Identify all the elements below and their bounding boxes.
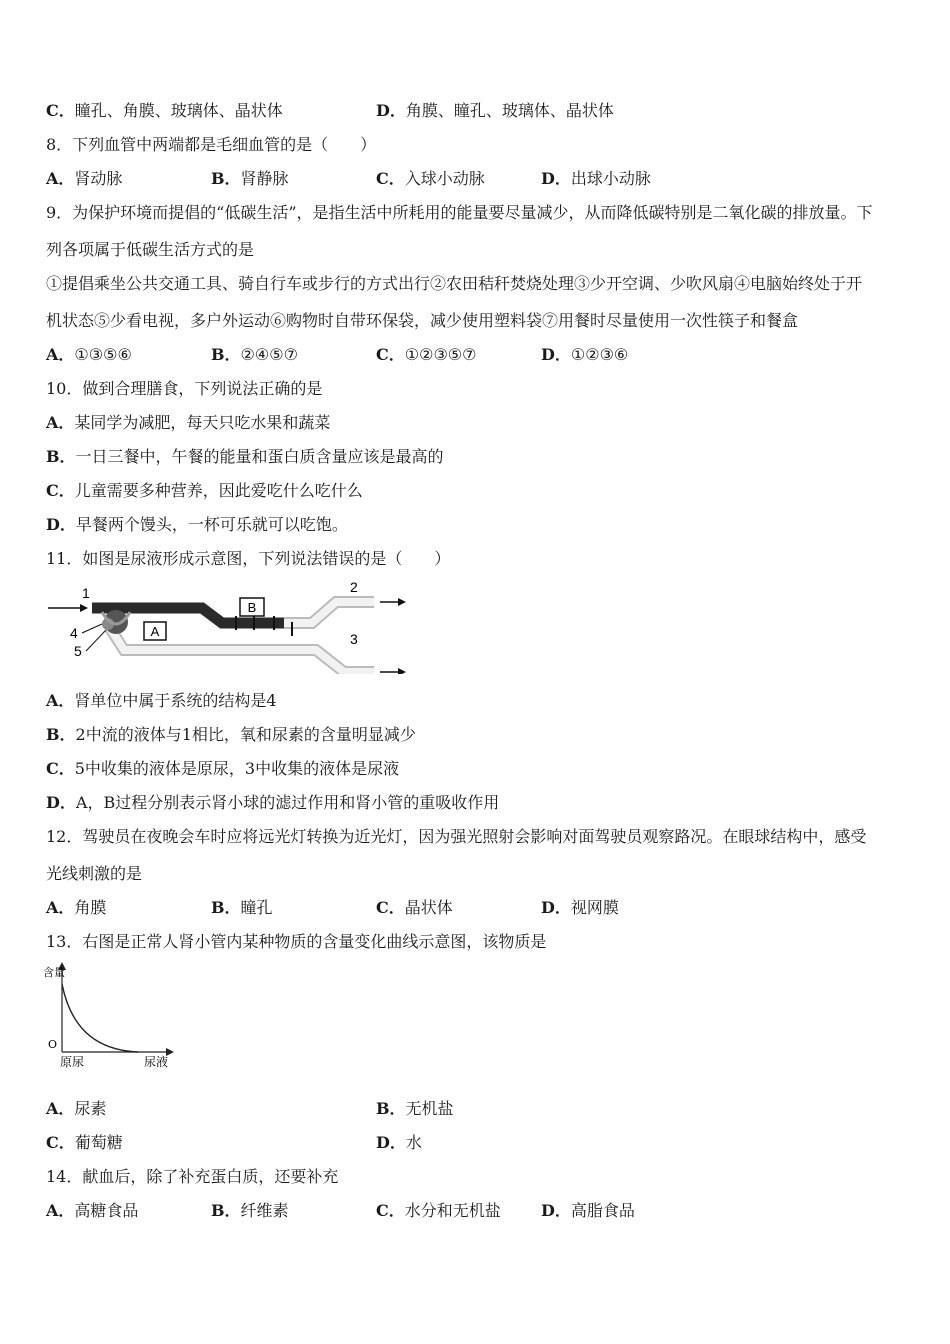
q10-option-b: B．一日三餐中，午餐的能量和蛋白质含量应该是最高的 bbox=[46, 447, 444, 466]
q8-option-c: C．入球小动脉 bbox=[376, 169, 485, 188]
q8-option-d: D．出球小动脉 bbox=[541, 169, 651, 188]
q11-option-d: D．A，B过程分别表示肾小球的滤过作用和肾小管的重吸收作用 bbox=[46, 793, 500, 812]
q10-option-a: A．某同学为减肥，每天只吃水果和蔬菜 bbox=[46, 413, 331, 432]
q9-stem-line1: 9．为保护环境而提倡的“低碳生活”，是指生活中所耗用的能量要尽量减少，从而降低碳特别是二氧化碳的排放量。下 bbox=[46, 203, 873, 222]
q13-stem: 13．右图是正常人肾小管内某种物质的含量变化曲线示意图，该物质是 bbox=[46, 932, 547, 951]
q9-option-a: A．①③⑤⑥ bbox=[46, 345, 132, 364]
y-axis-label: 含量 bbox=[43, 966, 65, 979]
q12-stem-line1: 12．驾驶员在夜晚会车时应将远光灯转换为近光灯，因为强光照射会影响对面驾驶员观察路况。在眼球结构中，感受 bbox=[46, 827, 867, 846]
q8-option-b: B．肾静脉 bbox=[211, 169, 289, 188]
label-5: 5 bbox=[74, 643, 82, 659]
curve bbox=[62, 984, 138, 1052]
q7-option-d: D．角膜、瞳孔、玻璃体、晶状体 bbox=[376, 101, 614, 120]
q10-stem: 10．做到合理膳食，下列说法正确的是 bbox=[46, 379, 323, 398]
q10-option-c: C．儿童需要多种营养，因此爱吃什么吃什么 bbox=[46, 481, 363, 500]
q12-stem-line2: 光线刺激的是 bbox=[46, 864, 143, 883]
q10-option-d: D．早餐两个馒头，一杯可乐就可以吃饱。 bbox=[46, 515, 348, 534]
q12-option-b: B．瞳孔 bbox=[211, 898, 273, 917]
q9-stem-line2: 列各项属于低碳生活方式的是 bbox=[46, 240, 255, 259]
label-1: 1 bbox=[82, 585, 90, 601]
label-4: 4 bbox=[70, 625, 78, 641]
svg-text:B: B bbox=[247, 600, 257, 615]
q12-option-d: D．视网膜 bbox=[541, 898, 619, 917]
origin-label: O bbox=[48, 1038, 58, 1051]
q11-option-a: A．肾单位中属于系统的结构是4 bbox=[46, 691, 277, 710]
q11-option-c: C．5中收集的液体是原尿，3中收集的液体是尿液 bbox=[46, 759, 400, 778]
x-end-label: 尿液 bbox=[144, 1055, 169, 1069]
q9-option-b: B．②④⑤⑦ bbox=[211, 345, 298, 364]
q13-option-c: C．葡萄糖 bbox=[46, 1133, 123, 1152]
svg-text:A: A bbox=[150, 624, 160, 639]
q12-option-c: C．晶状体 bbox=[376, 898, 453, 917]
q9-stem-line3: ①提倡乘坐公共交通工具、骑自行车或步行的方式出行②农田秸秆焚烧处理③少开空调、少吹风扇④电脑始终处于开 bbox=[46, 274, 863, 293]
q11-stem: 11．如图是尿液形成示意图，下列说法错误的是（ ） bbox=[46, 549, 451, 568]
q9-option-c: C．①②③⑤⑦ bbox=[376, 345, 477, 364]
q13-option-b: B．无机盐 bbox=[376, 1099, 454, 1118]
q8-option-a: A．肾动脉 bbox=[46, 169, 123, 188]
q14-stem: 14．献血后，除了补充蛋白质，还要补充 bbox=[46, 1167, 339, 1186]
q14-option-b: B．纤维素 bbox=[211, 1201, 289, 1220]
q9-stem-line4: 机状态⑤少看电视，多户外运动⑥购物时自带环保袋，减少使用塑料袋⑦用餐时尽量使用一次性筷子和餐盒 bbox=[46, 311, 799, 330]
q12-option-a: A．角膜 bbox=[46, 898, 107, 917]
q8-stem: 8．下列血管中两端都是毛细血管的是（ ） bbox=[46, 135, 377, 154]
label-2: 2 bbox=[350, 579, 358, 595]
q13-option-a: A．尿素 bbox=[46, 1099, 107, 1118]
x-start-label: 原尿 bbox=[60, 1055, 85, 1069]
concentration-curve-figure bbox=[40, 960, 180, 1072]
q14-option-a: A．高糖食品 bbox=[46, 1201, 139, 1220]
q14-option-d: D．高脂食品 bbox=[541, 1201, 635, 1220]
label-3: 3 bbox=[350, 631, 358, 647]
q13-option-d: D．水 bbox=[376, 1133, 422, 1152]
urine-formation-diagram bbox=[44, 578, 424, 674]
q9-option-d: D．①②③⑥ bbox=[541, 345, 629, 364]
q7-option-c: C．瞳孔、角膜、玻璃体、晶状体 bbox=[46, 101, 283, 120]
q14-option-c: C．水分和无机盐 bbox=[376, 1201, 501, 1220]
q11-option-b: B．2中流的液体与1相比，氧和尿素的含量明显减少 bbox=[46, 725, 416, 744]
